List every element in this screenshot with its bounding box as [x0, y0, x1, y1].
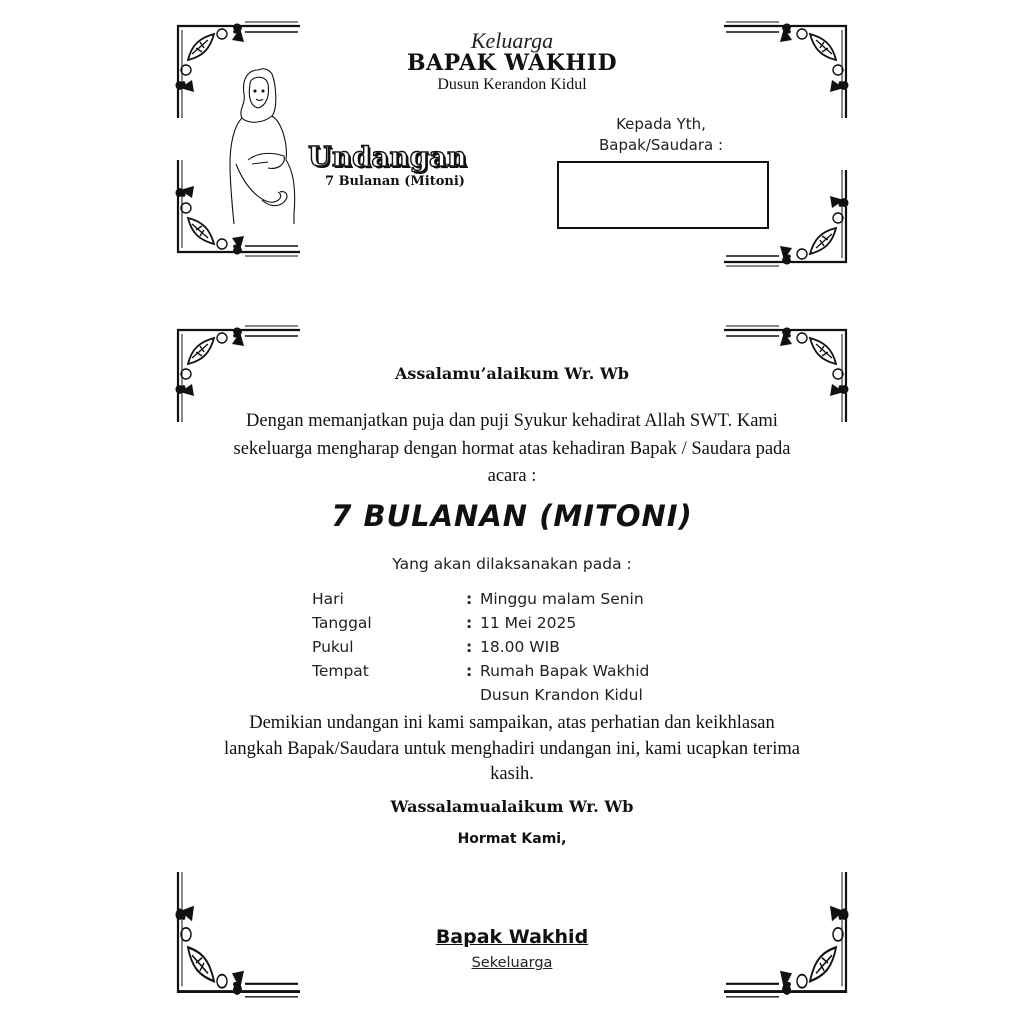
recipient-label [570, 114, 752, 156]
invitation-card [170, 322, 854, 1002]
detail-row-place [312, 659, 672, 683]
detail-label: Tempat [312, 662, 369, 680]
detail-row-time [312, 635, 672, 659]
event-details [312, 587, 672, 707]
pregnant-woman-illustration-icon [228, 64, 308, 224]
detail-row-day [312, 587, 672, 611]
greeting: Assalamu’alaikum Wr. Wb [395, 364, 629, 383]
opening-paragraph: Dengan memanjatkan puja dan puji Syukur kehadirat Allah SWT. Kami sekeluarga mengharap dengan hormat atas kehadiran Bapak / Saudara pada acara : [233, 411, 791, 486]
invitation-title: Undangan [308, 142, 468, 173]
detail-colon: : [466, 614, 473, 632]
detail-row-date [312, 611, 672, 635]
detail-label: Pukul [312, 638, 354, 656]
recipient-label-line1: Kepada Yth, [616, 115, 706, 133]
detail-colon: : [466, 662, 473, 680]
detail-colon: : [466, 590, 473, 608]
family-label: Keluarga [470, 28, 554, 53]
detail-label: Tanggal [312, 614, 372, 632]
held-on-label: Yang akan dilaksanakan pada : [392, 555, 632, 573]
signer-subtitle: Sekeluarga [471, 955, 553, 971]
invitation-subtitle: 7 Bulanan (Mitoni) [325, 174, 465, 189]
recipient-label-line2: Bapak/Saudara : [598, 136, 724, 154]
detail-value: Dusun Krandon Kidul [480, 686, 643, 704]
detail-row-place-cont [312, 683, 672, 707]
detail-value: 18.00 WIB [480, 638, 560, 656]
event-title: 7 BULANAN (MITONI) [331, 499, 693, 533]
detail-value: Minggu malam Senin [480, 590, 644, 608]
farewell: Wassalamualaikum Wr. Wb [390, 797, 634, 816]
detail-colon: : [466, 638, 473, 656]
detail-value: Rumah Bapak Wakhid [480, 662, 650, 680]
village-name: Dusun Kerandon Kidul [437, 76, 587, 93]
signer-name: Bapak Wakhid [435, 926, 589, 948]
detail-value: 11 Mei 2025 [480, 614, 577, 632]
closing-paragraph: Demikian undangan ini kami sampaikan, atas perhatian dan keikhlasan langkah Bapak/Saudara untuk menghadiri undangan ini, kami ucapkan terima kasih. [224, 713, 800, 784]
detail-label: Hari [312, 590, 344, 608]
regards: Hormat Kami, [457, 831, 567, 847]
recipient-name-field[interactable] [557, 161, 769, 229]
envelope-card [170, 18, 854, 270]
family-name: BAPAK WAKHID [406, 50, 618, 76]
